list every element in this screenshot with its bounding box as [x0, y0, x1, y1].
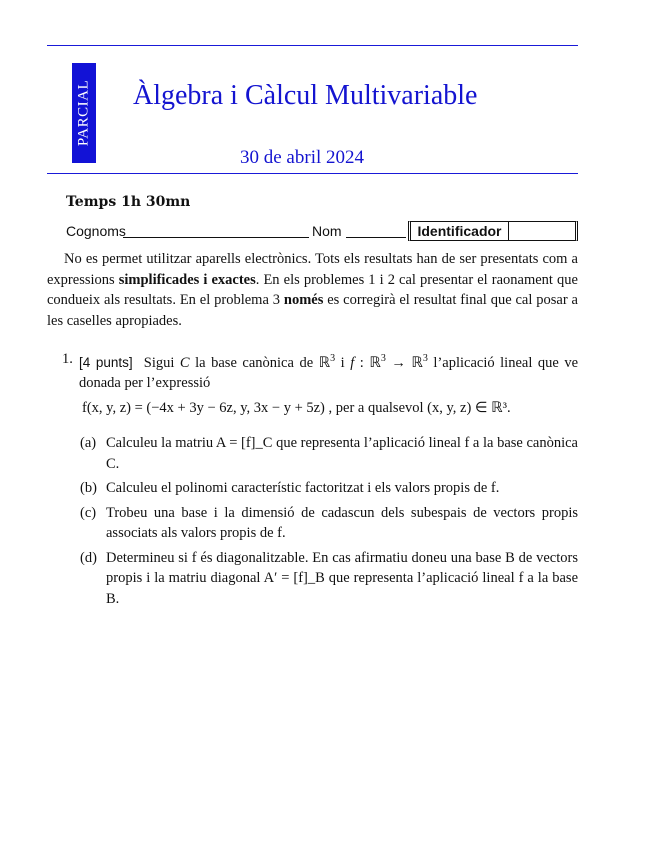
exam-type-tag [72, 63, 96, 163]
part-label: (c) [80, 504, 97, 521]
part-c [80, 503, 578, 544]
statement-text-2: la base canònica de [189, 354, 319, 371]
linear-map-formula: f(x, y, z) = (−4x + 3y − 6z, y, 3x − y + 5z) , per a qualsevol (x, y, z) ∈ ℝ³. [82, 400, 511, 416]
instructions-text-3: es corregirà el resultat final que cal posar a les caselles apropiades. [47, 292, 578, 329]
bottom-rule [47, 173, 578, 174]
problem-statement: [4 punts] Sigui C la base canònica de ℝ$^3$ i f : ℝ$^3$ → ℝ$^3$ l’aplicació lineal que ve donada per l’expressió [79, 353, 579, 392]
part-label: (d) [80, 549, 97, 566]
instructions-text-2: . En els problemes 1 i 2 cal presentar el raonament que condueix als resultats. En el problema 3 [47, 271, 578, 308]
instructions-text-1: No es permet utilitzar aparells electrònics. Tots els resultats han de ser presentats com a expressions [47, 251, 578, 288]
part-text: Trobeu una base i la dimensió de cadascun dels subespais de vectors propis associats als valors propis de f. [106, 504, 578, 541]
top-rule [47, 45, 578, 46]
part-text: Calculeu el polinomi característic factoritzat i els valors propis de f. [106, 480, 500, 496]
instructions-emphasis-1: simplificades i exactes [118, 271, 256, 288]
statement-text-3: i [335, 354, 351, 371]
problem-parts [80, 433, 578, 613]
instructions-emphasis-2: només [283, 292, 324, 308]
name-field[interactable] [346, 237, 406, 238]
exam-date: 30 de abril 2024 [240, 147, 365, 168]
part-d [80, 548, 578, 610]
problem-points: [4 punts] [79, 354, 133, 370]
name-label: Nom [312, 223, 342, 239]
identifier-field[interactable] [509, 222, 575, 240]
part-text: Determineu si f és diagonalitzable. En cas afirmatiu doneu una base B de vectors propis i la matriu diagonal A′ = [f]_B que representa l’aplicació lineal f a la base B. [106, 549, 578, 607]
exam-type-label: PARCIAL [75, 79, 92, 147]
course-title: Àlgebra i Càlcul Multivariable [133, 80, 478, 111]
part-label: (a) [80, 435, 97, 451]
statement-text-4: l’aplicació lineal que ve donada per l’expressió [79, 354, 579, 392]
identifier-box [408, 221, 578, 241]
part-text: Calculeu la matriu A = [f]_C que representa l’aplicació lineal f a la base canònica C. [106, 435, 578, 472]
instructions [47, 249, 578, 331]
problem-number: 1. [62, 351, 73, 367]
part-a [80, 433, 578, 474]
exam-duration: Temps 1h 30mn [66, 194, 191, 210]
identifier-label: Identificador [411, 222, 509, 240]
part-label: (b) [80, 480, 97, 496]
problem-1 [62, 349, 578, 394]
surname-field[interactable] [123, 237, 309, 238]
statement-text-1: Sigui [143, 354, 180, 371]
student-id-row [66, 222, 578, 242]
surname-label: Cognoms [66, 223, 126, 239]
part-b [80, 478, 578, 499]
